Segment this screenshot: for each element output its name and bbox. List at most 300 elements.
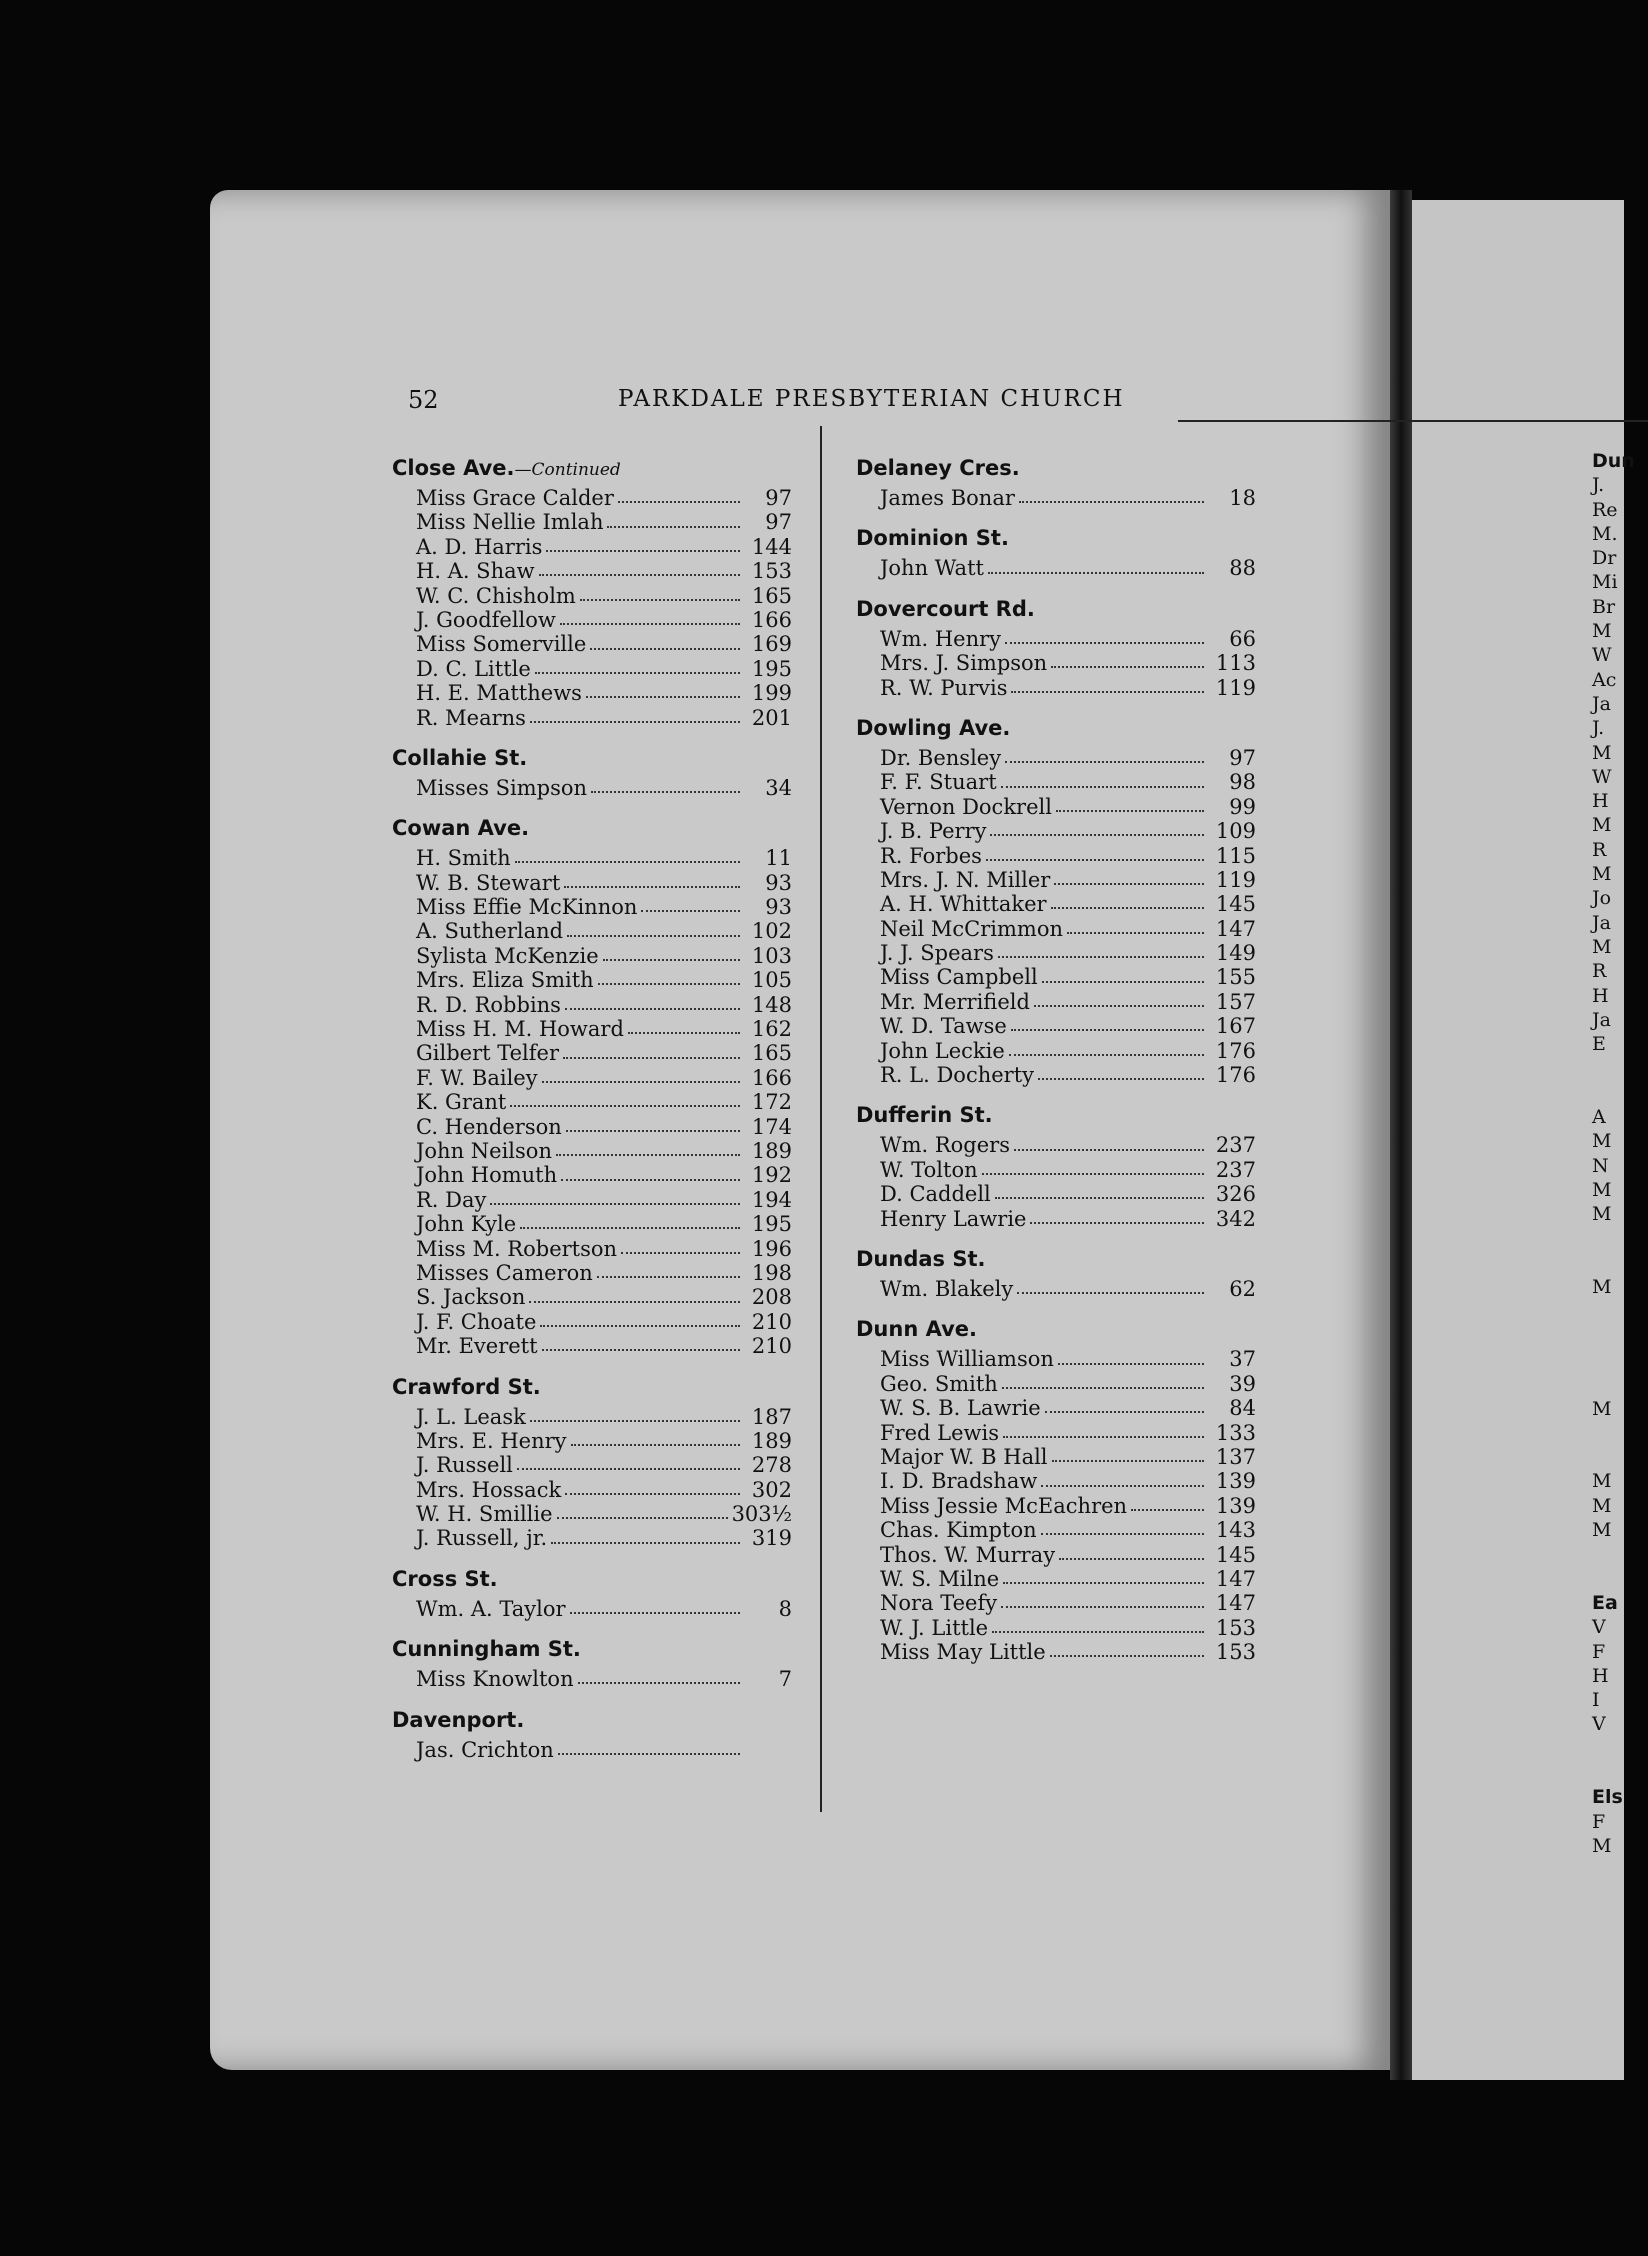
dot-leader	[565, 1008, 740, 1010]
fragment-line: M	[1592, 1494, 1612, 1517]
dot-leader	[995, 1197, 1204, 1199]
fragment-line	[1592, 1762, 1624, 1786]
directory-entry	[392, 486, 792, 510]
directory-entry	[856, 917, 1256, 941]
house-number: 172	[751, 1090, 792, 1115]
house-number: 201	[751, 705, 792, 730]
resident-name: John Neilson	[416, 1138, 552, 1163]
directory-entry	[392, 706, 792, 730]
house-number: 210	[751, 1309, 792, 1334]
dot-leader	[590, 648, 740, 650]
dot-leader	[1131, 1509, 1204, 1511]
house-number: 93	[765, 870, 792, 895]
directory-entry	[392, 1502, 792, 1526]
resident-name: Mr. Everett	[416, 1334, 538, 1359]
directory-entry	[392, 1453, 792, 1477]
resident-name: Thos. W. Murray	[880, 1542, 1056, 1567]
resident-name: I. D. Bradshaw	[880, 1469, 1038, 1494]
dot-leader	[551, 1542, 740, 1544]
directory-entry	[392, 657, 792, 681]
house-number: 187	[751, 1404, 792, 1429]
dot-leader	[530, 1420, 740, 1422]
fragment-line: V	[1592, 1713, 1606, 1736]
directory-entry	[392, 1526, 792, 1550]
directory-entry	[856, 965, 1256, 989]
resident-name: J. Russell	[416, 1453, 513, 1478]
house-number: 93	[765, 895, 792, 920]
resident-name: Miss Williamson	[880, 1347, 1054, 1372]
directory-entry	[856, 892, 1256, 916]
dot-leader	[1051, 666, 1204, 668]
directory-entry	[856, 651, 1256, 675]
directory-entry	[856, 1421, 1256, 1445]
house-number: 199	[751, 681, 792, 706]
fragment-line: Ac	[1592, 668, 1617, 691]
dot-leader	[563, 1057, 740, 1059]
dot-leader	[1017, 1292, 1204, 1294]
directory-entry	[856, 770, 1256, 794]
fragment-line: M	[1592, 1470, 1612, 1493]
house-number: 162	[751, 1017, 792, 1042]
fragment-line: M	[1592, 1130, 1612, 1153]
directory-entry	[392, 1285, 792, 1309]
fragment-line	[1592, 1349, 1624, 1373]
resident-name: J. B. Perry	[880, 819, 987, 844]
resident-name: Jas. Crichton	[416, 1737, 554, 1762]
directory-entry	[856, 1494, 1256, 1518]
directory-entry	[392, 1237, 792, 1261]
fragment-line: W	[1592, 644, 1612, 667]
house-number: 189	[751, 1138, 792, 1163]
fragment-line: M	[1592, 741, 1612, 764]
directory-entry	[392, 993, 792, 1017]
house-number: 84	[1229, 1396, 1256, 1421]
fragment-line: F	[1592, 1810, 1606, 1833]
fragment-line: Jo	[1592, 887, 1612, 910]
house-number: 88	[1229, 556, 1256, 581]
dot-leader	[1050, 1655, 1204, 1657]
fragment-line	[1592, 1568, 1624, 1592]
street-name: Delaney Cres.	[856, 456, 1020, 480]
dot-leader	[1041, 1533, 1204, 1535]
resident-name: Miss Knowlton	[416, 1667, 574, 1692]
dot-leader	[1038, 1078, 1204, 1080]
dot-leader	[558, 1753, 740, 1755]
dot-leader	[1011, 691, 1204, 693]
street-heading	[856, 456, 1256, 480]
resident-name: John Homuth	[416, 1163, 558, 1188]
dot-leader	[641, 910, 740, 912]
resident-name: Miss H. M. Howard	[416, 1017, 624, 1042]
street-heading	[856, 597, 1256, 621]
dot-leader	[1005, 642, 1204, 644]
resident-name: Mrs. Hossack	[416, 1477, 562, 1502]
house-number: 157	[1215, 989, 1256, 1014]
house-number: 153	[751, 559, 792, 584]
resident-name: J. L. Leask	[416, 1404, 526, 1429]
directory-entry	[856, 1158, 1256, 1182]
resident-name: Miss Grace Calder	[416, 486, 614, 510]
house-number: 98	[1229, 770, 1256, 795]
resident-name: J. J. Spears	[880, 941, 994, 966]
continued-note: —Continued	[514, 460, 621, 480]
street-name: Dominion St.	[856, 526, 1009, 551]
fragment-line	[1592, 1373, 1624, 1397]
directory-entry	[392, 895, 792, 919]
directory-entry	[392, 1090, 792, 1114]
directory-entry	[856, 1133, 1256, 1157]
dot-leader	[530, 721, 740, 723]
resident-name: Geo. Smith	[880, 1371, 998, 1396]
directory-entry	[392, 944, 792, 968]
directory-entry	[856, 1640, 1256, 1664]
street-name: Cross St.	[392, 1566, 498, 1591]
resident-name: Miss M. Robertson	[416, 1236, 618, 1261]
dot-leader	[992, 1631, 1204, 1633]
house-number: 97	[765, 510, 792, 535]
street-name: Dundas St.	[856, 1246, 986, 1271]
street-heading	[856, 1247, 1256, 1271]
house-number: 115	[1215, 843, 1256, 868]
dot-leader	[535, 672, 740, 674]
directory-entry	[392, 1115, 792, 1139]
right-column	[856, 440, 1256, 1664]
fragment-line: M	[1592, 935, 1612, 958]
resident-name: Mrs. Eliza Smith	[416, 968, 594, 993]
resident-name: F. F. Stuart	[880, 770, 997, 795]
fragment-line: Ja	[1592, 1008, 1611, 1031]
house-number: 7	[778, 1667, 792, 1692]
dot-leader	[510, 1105, 740, 1107]
directory-entry	[392, 871, 792, 895]
street-heading	[392, 816, 792, 840]
dot-leader	[539, 574, 740, 576]
directory-entry	[392, 584, 792, 608]
dot-leader	[517, 1468, 740, 1470]
dot-leader	[1003, 1582, 1204, 1584]
resident-name: Mrs. J. Simpson	[880, 651, 1048, 676]
dot-leader	[560, 623, 740, 625]
fragment-line: W	[1592, 765, 1612, 788]
directory-entry	[856, 486, 1256, 510]
fragment-line: J.	[1592, 717, 1605, 740]
directory-entry	[392, 776, 792, 800]
house-number: 237	[1215, 1157, 1256, 1182]
house-number: 155	[1215, 965, 1256, 990]
resident-name: John Watt	[880, 556, 984, 581]
fragment-line: R	[1592, 960, 1607, 983]
house-number: 145	[1215, 1542, 1256, 1567]
fragment-line: M	[1592, 620, 1612, 643]
house-number: 195	[751, 656, 792, 681]
directory-entry	[392, 1478, 792, 1502]
dot-leader	[1011, 1029, 1204, 1031]
house-number: 133	[1215, 1420, 1256, 1445]
directory-entry	[392, 1405, 792, 1429]
directory-entry	[856, 1372, 1256, 1396]
dot-leader	[598, 983, 740, 985]
street-heading	[392, 1708, 792, 1732]
house-number: 11	[765, 846, 792, 871]
resident-name: R. Forbes	[880, 843, 982, 868]
directory-entry	[856, 1396, 1256, 1420]
resident-name: D. Caddell	[880, 1182, 991, 1207]
directory-entry	[856, 868, 1256, 892]
resident-name: H. Smith	[416, 846, 511, 871]
fragment-line: M	[1592, 863, 1612, 886]
directory-entry	[856, 1014, 1256, 1038]
resident-name: Fred Lewis	[880, 1420, 999, 1445]
fragment-line	[1592, 1543, 1624, 1567]
house-number: 194	[751, 1187, 792, 1212]
fragment-line	[1592, 1057, 1624, 1081]
resident-name: H. A. Shaw	[416, 559, 535, 584]
resident-name: K. Grant	[416, 1090, 507, 1115]
fragment-line	[1592, 1325, 1624, 1349]
directory-entry	[392, 535, 792, 559]
street-name: Cowan Ave.	[392, 816, 530, 841]
house-number: 143	[1215, 1518, 1256, 1543]
directory-entry	[392, 1667, 792, 1691]
directory-entry	[392, 968, 792, 992]
street-name: Collahie St.	[392, 745, 528, 770]
house-number: 149	[1215, 941, 1256, 966]
directory-entry	[392, 1188, 792, 1212]
directory-entry	[856, 819, 1256, 843]
street-heading	[392, 746, 792, 770]
page-number: 52	[408, 386, 439, 414]
resident-name: W. D. Tawse	[880, 1014, 1007, 1039]
next-page-fragment	[1592, 450, 1635, 1859]
dot-leader	[567, 935, 740, 937]
directory-entry	[856, 1567, 1256, 1591]
house-number: 103	[751, 943, 792, 968]
house-number: 119	[1215, 675, 1256, 700]
directory-entry	[392, 1597, 792, 1621]
dot-leader	[556, 1154, 740, 1156]
resident-name: W. S. B. Lawrie	[880, 1396, 1041, 1421]
column-divider	[820, 426, 822, 1812]
dot-leader	[591, 791, 740, 793]
house-number: 196	[751, 1236, 792, 1261]
fragment-line: J.	[1592, 474, 1605, 497]
directory-entry	[392, 1163, 792, 1187]
directory-entry	[392, 1738, 792, 1762]
directory-entry	[856, 1347, 1256, 1371]
house-number: 278	[751, 1453, 792, 1478]
resident-name: Henry Lawrie	[880, 1206, 1027, 1231]
house-number: 147	[1215, 1566, 1256, 1591]
resident-name: Mrs. E. Henry	[416, 1428, 567, 1453]
house-number: 189	[751, 1428, 792, 1453]
dot-leader	[1009, 1054, 1204, 1056]
dot-leader	[1030, 1222, 1204, 1224]
street-name: Dovercourt Rd.	[856, 596, 1035, 621]
directory-entry	[856, 556, 1256, 580]
dot-leader	[540, 1325, 740, 1327]
resident-name: W. S. Milne	[880, 1566, 1000, 1591]
resident-name: Dr. Bensley	[880, 745, 1002, 770]
directory-entry	[392, 1261, 792, 1285]
dot-leader	[1019, 501, 1204, 503]
directory-entry	[856, 746, 1256, 770]
resident-name: A. H. Whittaker	[880, 892, 1047, 917]
dot-leader	[603, 959, 740, 961]
house-number: 97	[765, 486, 792, 510]
street-heading	[856, 716, 1256, 740]
dot-leader	[566, 1130, 740, 1132]
dot-leader	[628, 1032, 740, 1034]
dot-leader	[1002, 1387, 1204, 1389]
dot-leader	[1014, 1149, 1204, 1151]
directory-entry	[392, 1310, 792, 1334]
directory-entry	[392, 1212, 792, 1236]
house-number: 137	[1215, 1444, 1256, 1469]
resident-name: Mrs. J. N. Miller	[880, 867, 1051, 892]
street-name: Dunn Ave.	[856, 1317, 978, 1342]
house-number: 176	[1215, 1038, 1256, 1063]
fragment-line: Br	[1592, 595, 1616, 618]
fragment-line: R	[1592, 838, 1607, 861]
resident-name: J. Goodfellow	[416, 607, 556, 632]
house-number: 105	[751, 968, 792, 993]
street-name: Crawford St.	[392, 1374, 541, 1399]
house-number: 319	[751, 1526, 792, 1551]
resident-name: John Kyle	[416, 1212, 517, 1237]
resident-name: W. C. Chisholm	[416, 583, 576, 608]
house-number: 303½	[731, 1502, 792, 1527]
house-number: 210	[751, 1334, 792, 1359]
dot-leader	[597, 1276, 740, 1278]
directory-entry	[856, 627, 1256, 651]
dot-leader	[621, 1252, 740, 1254]
street-heading	[856, 1317, 1256, 1341]
dot-leader	[990, 834, 1204, 836]
house-number: 144	[751, 534, 792, 559]
resident-name: Miss Effie McKinnon	[416, 895, 638, 920]
street-name: Davenport.	[392, 1707, 525, 1732]
dot-leader	[542, 1081, 740, 1083]
dot-leader	[1059, 1558, 1204, 1560]
directory-entry	[856, 1277, 1256, 1301]
house-number: 66	[1229, 626, 1256, 651]
page-header	[400, 386, 1260, 426]
directory-entry	[856, 1445, 1256, 1469]
directory-entry	[392, 510, 792, 534]
fragment-line: Mi	[1592, 571, 1618, 594]
dot-leader	[1042, 981, 1204, 983]
directory-entry	[856, 1469, 1256, 1493]
house-number: 165	[751, 583, 792, 608]
fragment-line: V	[1592, 1616, 1606, 1639]
house-number: 208	[751, 1285, 792, 1310]
resident-name: Wm. Blakely	[880, 1276, 1014, 1301]
resident-name: Misses Cameron	[416, 1260, 593, 1285]
fragment-line: Els	[1592, 1786, 1623, 1809]
dot-leader	[618, 501, 740, 503]
directory-entry	[392, 1139, 792, 1163]
resident-name: H. E. Matthews	[416, 681, 582, 706]
dot-leader	[1058, 1363, 1204, 1365]
resident-name: Neil McCrimmon	[880, 916, 1063, 941]
street-heading	[856, 526, 1256, 550]
fragment-line	[1592, 1738, 1624, 1762]
fragment-line: M	[1592, 1276, 1612, 1299]
resident-name: A. Sutherland	[416, 919, 564, 944]
resident-name: Mr. Merrifield	[880, 989, 1030, 1014]
dot-leader	[988, 572, 1204, 574]
house-number: 145	[1215, 892, 1256, 917]
resident-name: R. D. Robbins	[416, 992, 561, 1017]
directory-entry	[856, 1518, 1256, 1542]
house-number: 119	[1215, 867, 1256, 892]
directory-entry	[392, 846, 792, 870]
fragment-line: Ea	[1592, 1591, 1618, 1614]
dot-leader	[1056, 810, 1204, 812]
house-number: 153	[1215, 1640, 1256, 1665]
dot-leader	[1052, 1460, 1204, 1462]
resident-name: W. B. Stewart	[416, 870, 561, 895]
directory-entry	[392, 681, 792, 705]
house-number: 166	[751, 607, 792, 632]
resident-name: J. Russell, jr.	[416, 1526, 548, 1551]
dot-leader	[607, 526, 740, 528]
dot-leader	[564, 886, 740, 888]
fragment-line	[1592, 1422, 1624, 1446]
house-number: 37	[1229, 1347, 1256, 1372]
house-number: 147	[1215, 1591, 1256, 1616]
house-number: 167	[1215, 1014, 1256, 1039]
house-number: 302	[751, 1477, 792, 1502]
dot-leader	[546, 550, 740, 552]
fragment-line: H	[1592, 984, 1609, 1007]
directory-entry	[392, 1429, 792, 1453]
resident-name: Misses Simpson	[416, 775, 588, 800]
dot-leader	[542, 1349, 740, 1351]
house-number: 174	[751, 1114, 792, 1139]
dot-leader	[1003, 1436, 1204, 1438]
dot-leader	[586, 696, 740, 698]
dot-leader	[1051, 907, 1204, 909]
dot-leader	[982, 1173, 1204, 1175]
fragment-line: Dr	[1592, 547, 1617, 570]
directory-entry	[856, 990, 1256, 1014]
directory-entry	[392, 1041, 792, 1065]
street-name: Dufferin St.	[856, 1103, 993, 1128]
resident-name: D. C. Little	[416, 656, 531, 681]
directory-entry	[392, 559, 792, 583]
dot-leader	[490, 1203, 740, 1205]
directory-entry	[856, 1039, 1256, 1063]
directory-entry	[392, 1334, 792, 1358]
resident-name: James Bonar	[880, 486, 1015, 510]
fragment-line	[1592, 1252, 1624, 1276]
resident-name: Nora Teefy	[880, 1591, 998, 1616]
fragment-line: H	[1592, 1664, 1609, 1687]
resident-name: Major W. B Hall	[880, 1444, 1048, 1469]
resident-name: C. Henderson	[416, 1114, 562, 1139]
house-number: 237	[1215, 1133, 1256, 1158]
fragment-line: F	[1592, 1640, 1606, 1663]
directory-entry	[392, 919, 792, 943]
book-gutter	[1390, 190, 1412, 2080]
directory-entry	[856, 1543, 1256, 1567]
fragment-line: M	[1592, 1203, 1612, 1226]
directory-entry	[392, 1066, 792, 1090]
resident-name: R. Mearns	[416, 705, 526, 730]
street-heading	[392, 456, 792, 480]
fragment-line: M.	[1592, 522, 1618, 545]
